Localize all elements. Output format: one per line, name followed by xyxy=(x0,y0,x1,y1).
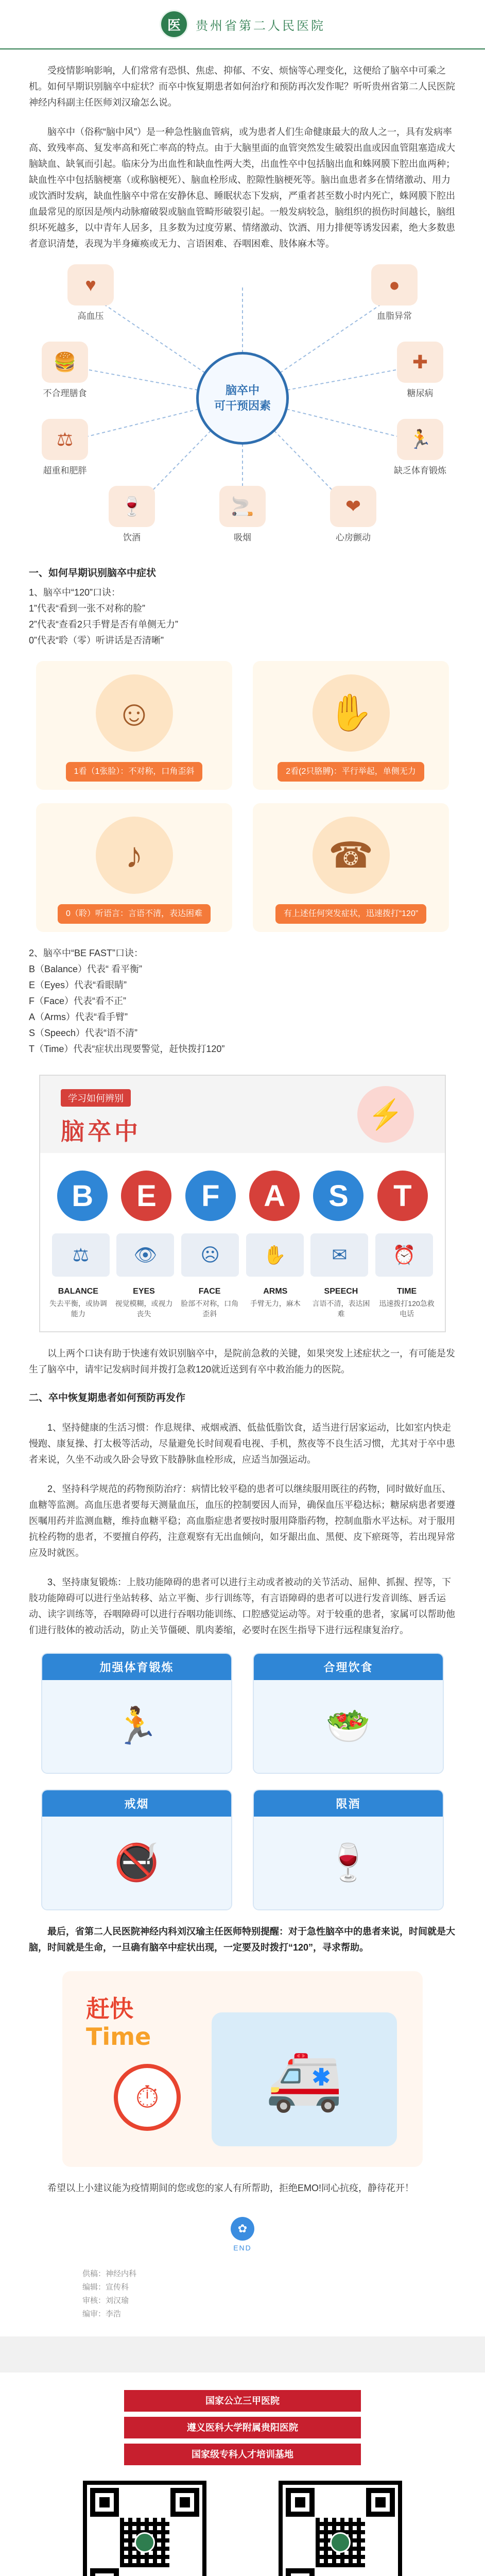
footer-title-1: 国家公立三甲医院 xyxy=(124,2390,361,2412)
risk-factor-inactivity: 🏃 缺乏体育锻炼 xyxy=(384,419,456,476)
end-label: END xyxy=(233,2244,252,2252)
wine-icon: 🍷 xyxy=(109,486,155,527)
hospital-header xyxy=(0,0,485,49)
list-item: A（Arms）代表“看手臂” xyxy=(29,1012,128,1022)
list-item: 0”代表“聆（零）听讲话是否清晰” xyxy=(29,635,164,646)
balance-icon: ⚖ xyxy=(52,1233,110,1277)
symptom-illustrations xyxy=(0,649,485,932)
brain-lightning-icon: ⚡ xyxy=(357,1086,414,1143)
risk-factor-smoking: 🚬 吸烟 xyxy=(206,486,279,543)
symptom-card xyxy=(36,661,232,790)
credit-line: 编审：李浩 xyxy=(82,2310,122,2318)
end-mark xyxy=(0,2196,485,2252)
befast-letter-t: T xyxy=(377,1171,428,1221)
section-3-title: 二、卒中恢复期患者如何预防再发作 xyxy=(29,1393,186,1403)
prevention-paragraph-2: 2、坚持科学规范的药物预防治疗：病情比较平稳的患者可以继续服用既往的药物，同时做好血压、血糖等监测。高血压患者要每天测量血压，血压的控制要因人而异，确保血压平稳达标；糖尿病患者要遵医嘱用药并监测血糖，维持血糖平稳；高血脂症患者要按时服用降脂药物，控制血脂水平达标。对于服用抗栓药物的患者，不要擅自停药，注意观察有无出血倾向，如牙龈出血、黑便、皮下瘀斑等，若出现异常应及时就医。 xyxy=(29,1484,455,1558)
credit-line: 审核：刘汉瑜 xyxy=(82,2296,129,2305)
befast-words xyxy=(40,1284,445,1331)
lipid-icon: ● xyxy=(371,264,418,306)
section-1-subtitle: 1、脑卒中“120”口诀： xyxy=(29,587,121,598)
stopwatch-icon: ⏱ xyxy=(114,2064,181,2131)
blood-pressure-icon: ♥ xyxy=(67,264,114,306)
prevention-tiles xyxy=(0,1638,485,1910)
risk-factor-diagram xyxy=(29,264,456,553)
arm-icon: ✋ xyxy=(246,1233,304,1277)
arm-icon: ✋ xyxy=(313,674,390,752)
credits xyxy=(0,2252,485,2321)
closing-paragraph: 希望以上小建议能为疫情期间的您或您的家人有所帮助，拒绝EMO!同心抗疫，静待花开！ xyxy=(47,2183,414,2193)
befast-letter-f: F xyxy=(185,1171,236,1221)
exercise-icon: 🏃 xyxy=(397,419,443,460)
final-reminder: 最后，省第二人民医院神经内科刘汉瑜主任医师特别提醒：对于急性脑卒中的患者来说，时间就是大脑，时间就是生命，一旦确有脑卒中症状出现，一定要及时拨打“120”，寻求帮助。 xyxy=(29,1926,455,1953)
glucose-meter-icon: ✚ xyxy=(397,342,443,383)
befast-subtitle: 学习如何辨别 xyxy=(61,1089,131,1107)
befast-letter-s: S xyxy=(313,1171,363,1221)
befast-letter-e: E xyxy=(121,1171,171,1221)
befast-word: EYES 视觉模糊，或视力丧失 xyxy=(115,1287,173,1318)
wine-icon: 🍷 xyxy=(254,1817,443,1909)
tile-diet: 合理饮食 🥗 xyxy=(253,1653,444,1774)
risk-factor-atrial-fibrillation: ❤ 心房颤动 xyxy=(317,486,389,543)
risk-factor-hypertension: ♥ 高血压 xyxy=(55,264,127,321)
symptom-caption: 有上述任何突发症状，迅速拨打“120” xyxy=(275,904,426,924)
footer-title-2: 遵义医科大学附属贵阳医院 xyxy=(124,2417,361,2438)
section-2-list xyxy=(0,932,485,1057)
phone-icon: ☎ xyxy=(313,817,390,894)
risk-center-circle xyxy=(196,352,289,445)
face-icon: ☺ xyxy=(96,674,173,752)
face-icon: ☹ xyxy=(181,1233,239,1277)
section-1-title: 一、如何早期识别脑卒中症状 xyxy=(29,568,157,579)
no-smoking-icon: 🚭 xyxy=(42,1817,231,1909)
symptom-caption: 2看(2只胳膊)：平行举起，单侧无力 xyxy=(278,762,424,782)
qr-customer-service[interactable] xyxy=(271,2481,410,2576)
footer-banner xyxy=(0,2372,485,2465)
befast-word: SPEECH 言语不清，表达困难 xyxy=(312,1287,370,1318)
list-item: 2”代表“查看2只手臂是否有单侧无力” xyxy=(29,619,179,630)
running-icon: 🏃 xyxy=(42,1680,231,1773)
flower-icon: ✿ xyxy=(231,2217,254,2241)
qr-code-icon[interactable] xyxy=(83,2481,206,2576)
symptom-card xyxy=(253,803,449,932)
risk-factor-dyslipidemia: ● 血脂异常 xyxy=(358,264,430,321)
list-item: F（Face）代表“看不正” xyxy=(29,996,126,1006)
qr-codes xyxy=(0,2465,485,2576)
note-paragraph: 以上两个口诀有助于快速有效识别脑卒中，是院前急救的关键，如果突发上述症状之一，有可能是发生了脑卒中，请牢记发病时间并拨打急救120就近送到有卒中救治能力的医院。 xyxy=(29,1348,455,1375)
befast-poster xyxy=(39,1075,446,1332)
speech-icon: ♪ xyxy=(96,817,173,894)
befast-header xyxy=(40,1076,445,1153)
credit-line: 编辑：宣传科 xyxy=(82,2283,129,2292)
intro-paragraph-2: 脑卒中（俗称“脑中风”）是一种急性脑血管病，或为患者人们生命健康最大的敌人之一，具有发病率高、致残率高、复发率高和死亡率高的特点。由于大脑里面的血管突然发生破裂出血或因血管阻塞造成大脑缺血、缺氧而引起。临床分为出血性和缺血性两大类，出血性卒中包括脑出血和蛛网膜下腔出血两种；缺血性卒中包括脑梗塞（或称脑梗死）、脑血栓形成、腔隙性脑梗死等。脑出血患者多在情绪激动、用力或饮酒时发病，缺血性脑卒中常在安静休息、睡眠状态下发病，严重者甚至数小时内死亡，蛛网膜下腔出血最常见的原因是颅内动脉瘤破裂或脑血管畸形破裂引起。一般发病较急，脑组织的损伤时间越长，脑组织坏死越多，以中青年人居多，且多数为过度劳累、情绪激动、饮酒、用力排便等诱发因素，绝大多数患者意识清楚，表现为半身瘫痪或无力、言语困难、吞咽困难、肢体麻木等。 xyxy=(29,127,455,249)
risk-factor-diet: 🍔 不合理膳食 xyxy=(29,342,101,399)
list-item: B（Balance）代表“ 看平衡” xyxy=(29,964,143,974)
decorative-divider xyxy=(0,2336,485,2372)
symptom-card xyxy=(253,661,449,790)
befast-word: ARMS 手臂无力，麻木 xyxy=(250,1287,301,1308)
speech-icon: ✉ xyxy=(310,1233,368,1277)
prevention-paragraph-1: 1、坚持健康的生活习惯：作息规律、戒烟戒酒、低盐低脂饮食，适当进行居家运动，比如室内快走慢跑、康复操、打太极等活动，尽量避免长时间观看电视、手机，熬夜等不良生活习惯，尤其对于卒中患者来说，久坐不动或久卧会导致下肢静脉血栓形成，应适当加强运动。 xyxy=(29,1422,455,1465)
befast-word: TIME 迅速拨打120急救电话 xyxy=(379,1287,435,1318)
list-item: T（Time）代表“症状出现要警觉，赶快拨打120” xyxy=(29,1044,225,1054)
ambulance-icon: 🚑 xyxy=(212,2012,397,2146)
symptom-card xyxy=(36,803,232,932)
tile-no-smoking: 戒烟 🚭 xyxy=(41,1789,232,1910)
clock-icon: ⏰ xyxy=(375,1233,433,1277)
food-icon: 🍔 xyxy=(42,342,88,383)
intro-paragraph-1: 受疫情影响影响，人们常常有恐惧、焦虑、抑郁、不安、烦恼等心理变化，这便给了脑卒中可乘之机。如何早期识别脑卒中症状？而卒中恢复期患者如何治疗和预防再次发作呢？听听贵州省第二人民医院神经内科副主任医师刘汉瑜怎么说。 xyxy=(29,65,455,108)
befast-title: 脑卒中 xyxy=(61,1118,141,1145)
qr-code-icon[interactable] xyxy=(279,2481,402,2576)
hospital-logo: 医 xyxy=(160,10,188,39)
credit-line: 供稿：神经内科 xyxy=(82,2269,137,2278)
hospital-name: 贵州省第二人民医院 xyxy=(196,18,325,33)
emergency-title: 赶快 Time xyxy=(86,1995,151,2050)
salad-icon: 🥗 xyxy=(254,1680,443,1773)
qr-official-account[interactable] xyxy=(75,2481,214,2576)
tile-exercise: 加强体育锻炼 🏃 xyxy=(41,1653,232,1774)
befast-word: BALANCE 失去平衡，或协调能力 xyxy=(49,1287,107,1318)
cigarette-icon: 🚬 xyxy=(219,486,266,527)
symptom-caption: 1看（1张脸）：不对称，口角歪斜 xyxy=(66,762,203,782)
befast-letter-a: A xyxy=(249,1171,300,1221)
list-item: E（Eyes）代表“看眼睛” xyxy=(29,980,127,990)
befast-word: FACE 脸部不对称，口角歪斜 xyxy=(181,1287,239,1318)
emergency-illustration xyxy=(62,1971,423,2167)
section-1-list xyxy=(0,582,485,649)
section-2-subtitle: 2、脑卒中“BE FAST”口诀： xyxy=(29,948,144,958)
befast-letter-b: B xyxy=(57,1171,108,1221)
risk-center-title: 脑卒中 xyxy=(225,384,259,397)
footer-title-3: 国家级专科人才培训基地 xyxy=(124,2444,361,2465)
risk-center-subtitle: 可干预因素 xyxy=(214,399,271,412)
risk-factor-drinking: 🍷 饮酒 xyxy=(96,486,168,543)
heart-icon: ❤ xyxy=(330,486,376,527)
risk-factor-obesity: ⚖ 超重和肥胖 xyxy=(29,419,101,476)
symptom-caption: 0（聆）听语言：言语不清，表达困难 xyxy=(58,904,211,924)
risk-factor-diabetes: ✚ 糖尿病 xyxy=(384,342,456,399)
list-item: S（Speech）代表“语不清” xyxy=(29,1028,138,1038)
prevention-paragraph-3: 3、坚持康复锻炼：上肢功能障碍的患者可以进行主动或者被动的关节活动、屈伸、抓握、捏等，下肢功能障碍可以进行坐站转移、站立平衡、步行训练等，有言语障碍的患者可以进行发音训练、唇舌运动、读字训练等，吞咽障碍可以进行吞咽功能训练、口腔感觉运动等。对于较重的患者，家属可以帮助他们进行肢体的被动活动，防止关节僵硬、肌肉萎缩，必要时在医生指导下进行远程康复治疗。 xyxy=(29,1577,455,1635)
befast-scenes xyxy=(40,1226,445,1284)
list-item: 1”代表“看到一张不对称的脸” xyxy=(29,603,145,614)
eye-icon: 👁 xyxy=(116,1233,174,1277)
scale-icon: ⚖ xyxy=(42,419,88,460)
tile-limit-alcohol: 限酒 🍷 xyxy=(253,1789,444,1910)
befast-letters xyxy=(40,1153,445,1226)
